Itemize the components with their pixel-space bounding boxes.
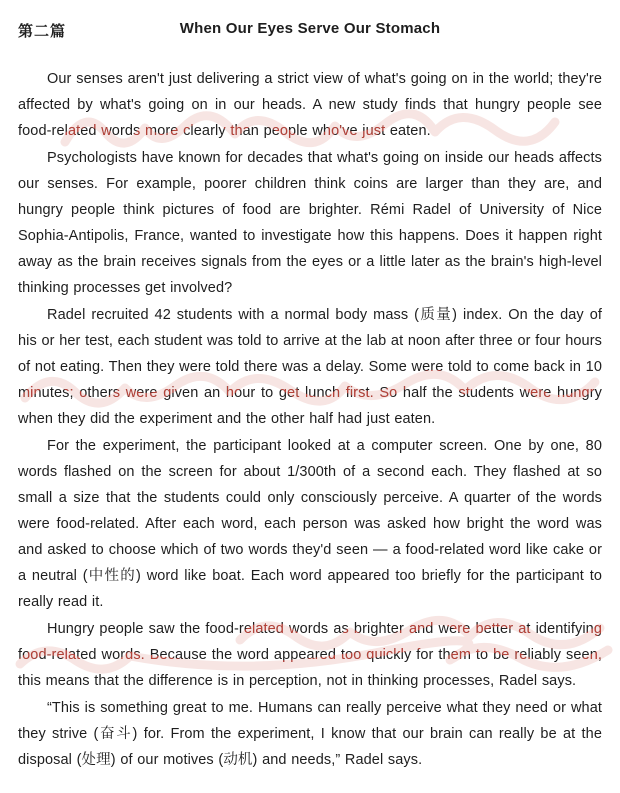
paragraph-4: For the experiment, the participant looked at a computer screen. One by one, 80 words flashed on the screen for about 1/300th of a second each. They flashed at so small a size that the students could only consciously perceive. A quarter of the words were food-related. After each word, each person was asked how bright the word was and asked to choose which of two words they'd seen — a food-related word like cake or a neutral (中性的) word like boat. Each word appeared too briefly for the participant to really read it. xyxy=(18,438,602,610)
paragraph-2: Psychologists have known for decades that what's going on inside our heads affects our senses. For example, poorer children think coins are larger than they are, and hungry people think pictures of food are brighter. Rémi Radel of University of Nice Sophia-Antipolis, France, wanted to investigate how this happens. Does it happen right away as the brain receives signals from the eyes or a little later as the brain's high-level thinking processes get involved? xyxy=(18,150,602,296)
paragraph-1: Our senses aren't just delivering a strict view of what's going on in the world; they're affected by what's going on in our heads. A new study finds that hungry people see food-related words more clearly than people who've just eaten. xyxy=(18,71,602,139)
paragraph-5: Hungry people saw the food-related words as brighter and were better at identifying food-related words. Because the word appeared too quickly for them to be reliably seen, this means that the difference is in perception, not in thinking processes, Radel says. xyxy=(18,621,602,689)
passage-body xyxy=(0,66,620,773)
paragraph-6: “This is something great to me. Humans can really perceive what they need or what they strive (奋斗) for. From the experiment, I know that our brain can really be at the disposal (处理) of our motives (动机) and needs,” Radel says. xyxy=(18,700,602,768)
section-label: 第二篇 xyxy=(18,23,67,40)
passage-title: When Our Eyes Serve Our Stomach xyxy=(179,20,441,37)
paragraph-3: Radel recruited 42 students with a normal body mass (质量) index. On the day of his or her test, each student was told to arrive at the lab at noon after three or four hours of not eating. Then they were told there was a delay. Some were told to come back in 10 minutes; others were given an hour to get lunch first. So half the students were hungry when they did the experiment and the other half had just eaten. xyxy=(18,307,602,427)
passage-header xyxy=(0,0,620,46)
